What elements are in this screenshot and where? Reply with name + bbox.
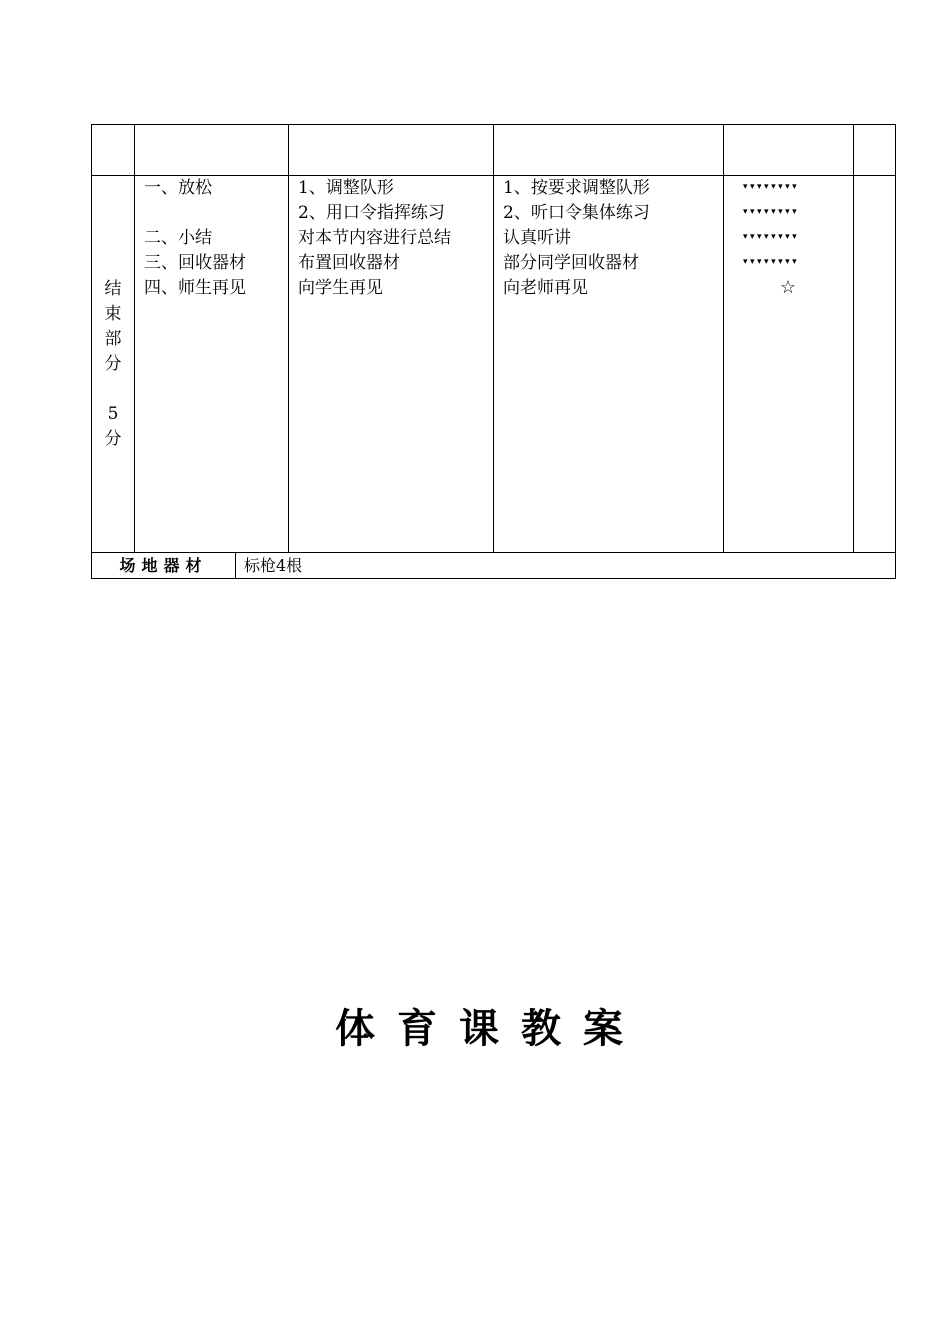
column-divider-4 — [723, 124, 724, 553]
footer-divider — [235, 552, 236, 578]
teacher-activity: 向学生再见 — [298, 278, 383, 298]
content-item: 三、回收器材 — [144, 253, 246, 273]
content-item: 二、小结 — [144, 228, 212, 248]
student-activity: 部分同学回收器材 — [503, 253, 639, 273]
teacher-activity: 2、用口令指挥练习 — [298, 203, 445, 223]
content-item: 四、师生再见 — [144, 278, 246, 298]
column-divider-1 — [134, 124, 135, 553]
student-activity: 向老师再见 — [503, 278, 588, 298]
column-divider-2 — [288, 124, 289, 553]
equipment-label: 场地器材 — [119, 556, 208, 575]
content-cell — [144, 176, 246, 301]
teacher-activity: 对本节内容进行总结 — [298, 228, 451, 248]
content-item — [144, 201, 246, 226]
column-divider-3 — [493, 124, 494, 553]
section-duration-char: 分 — [104, 429, 122, 449]
document-title: 体育课教案 — [335, 1006, 645, 1052]
student-row-icon: ▾▾▾▾▾▾▾▾ — [743, 257, 800, 267]
content-item: 一、放松 — [144, 178, 212, 198]
table-bottom-border — [91, 578, 896, 579]
section-label-char: 分 — [104, 354, 122, 374]
section-label-char: 束 — [104, 304, 122, 324]
teacher-activity: 布置回收器材 — [298, 253, 400, 273]
teacher-activity: 1、调整队形 — [298, 178, 394, 198]
table-left-border — [91, 124, 92, 579]
equipment-value: 标枪4根 — [244, 556, 303, 575]
section-label-char: 部 — [104, 329, 122, 349]
teacher-star-icon: ☆ — [779, 277, 797, 298]
section-label-char: 结 — [104, 279, 122, 299]
student-activity: 认真听讲 — [503, 228, 571, 248]
student-row-icon: ▾▾▾▾▾▾▾▾ — [743, 207, 800, 217]
column-divider-5 — [853, 124, 854, 553]
student-activity: 1、按要求调整队形 — [503, 178, 650, 198]
section-duration-char: 5 — [107, 404, 119, 424]
section-label — [93, 277, 133, 377]
student-activity-cell — [503, 176, 650, 301]
student-row-icon: ▾▾▾▾▾▾▾▾ — [743, 232, 800, 242]
student-activity: 2、听口令集体练习 — [503, 203, 650, 223]
table-right-border — [895, 124, 896, 579]
formation-diagram — [743, 175, 843, 300]
section-duration — [93, 402, 133, 452]
student-row-icon: ▾▾▾▾▾▾▾▾ — [743, 182, 800, 192]
teacher-activity-cell — [298, 176, 451, 301]
